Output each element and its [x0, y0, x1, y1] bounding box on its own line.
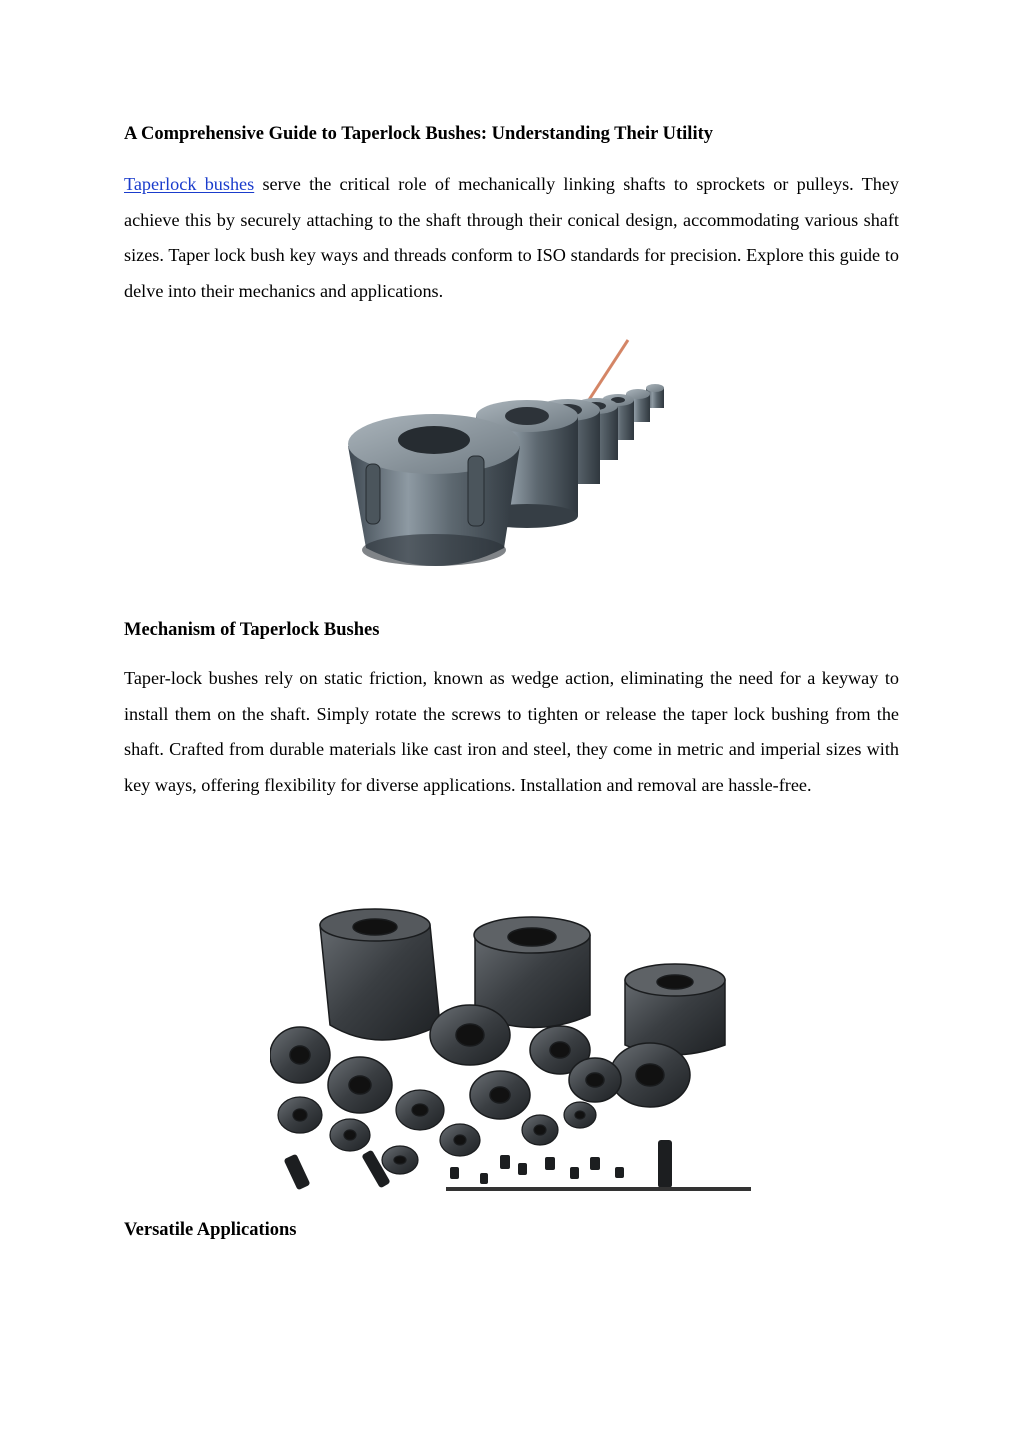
taperlock-bush-assortment-image: [270, 905, 751, 1191]
intro-text: serve the critical role of mechanically linking shafts to sprockets or pulleys. They achieve this by securely attaching to the shaft through their conical design, accommodating various shaft sizes. Taper lock bush key ways and threads conform to ISO standards for precision. Explore this guide to delve into their mechanics and applications.: [124, 174, 899, 301]
taperlock-bush-row-image: [336, 336, 688, 586]
mechanism-paragraph: Taper-lock bushes rely on static friction, known as wedge action, eliminating the need for a keyway to install them on the shaft. Simply rotate the screws to tighten or release the taper lock bushing from the shaft. Crafted from durable materials like cast iron and steel, they come in metric and imperial sizes with key ways, offering flexibility for diverse applications. Installation and removal are hassle-free.: [124, 668, 899, 795]
section-heading-applications: Versatile Applications: [124, 1220, 297, 1240]
section-heading-mechanism: Mechanism of Taperlock Bushes: [124, 620, 380, 640]
intro-paragraph: [124, 167, 899, 309]
taperlock-bushes-link[interactable]: Taperlock bushes: [124, 174, 255, 194]
page-title: A Comprehensive Guide to Taperlock Bushes: Understanding Their Utility: [124, 124, 714, 144]
